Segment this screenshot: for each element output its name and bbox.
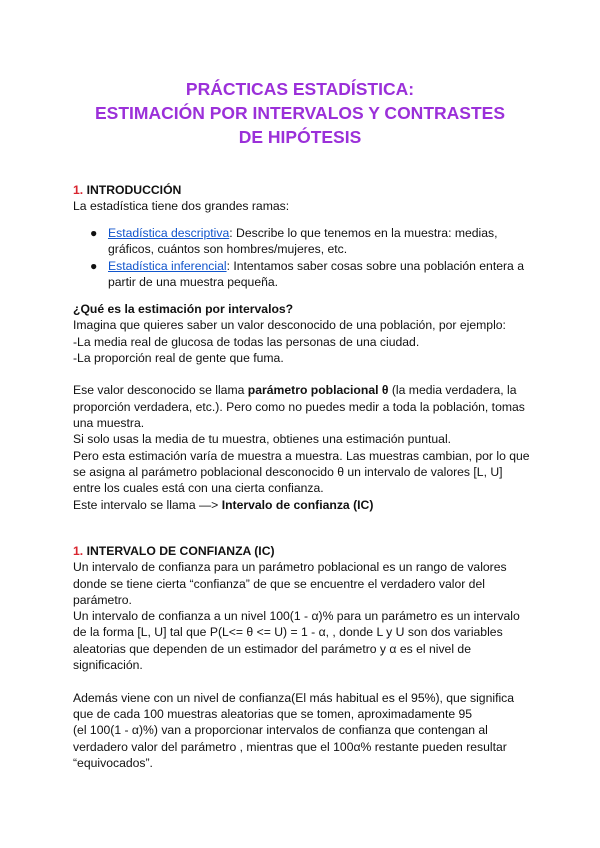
- paragraph-line: Este intervalo se llama —> Intervalo de confianza (IC): [73, 497, 374, 512]
- paragraph-line: -La proporción real de gente que fuma.: [73, 350, 284, 365]
- paragraph-line: Un intervalo de confianza para un parámetro poblacional es un rango de valores: [73, 560, 507, 575]
- paragraph-line: -La media real de glucosa de todas las personas de una ciudad.: [73, 334, 420, 349]
- paragraph-line: que de cada 100 muestras aleatorias que se tomen, aproximadamente 95: [73, 706, 473, 721]
- term-parametro-poblacional: parámetro poblacional θ: [247, 383, 389, 398]
- paragraph-line: “equivocados”.: [73, 755, 153, 770]
- paragraph-line: verdadero valor del parámetro , mientras que el 100α% restante pueden resultar: [73, 739, 507, 754]
- link-estadistica-descriptiva[interactable]: Estadística descriptiva: [108, 226, 230, 240]
- ci-section: [73, 543, 533, 771]
- paragraph-line: Pero esta estimación varía de muestra a muestra. Las muestras cambian, por lo que: [73, 448, 530, 463]
- section-title: INTERVALO DE CONFIANZA (IC): [86, 544, 275, 558]
- list-item-text: : Intentamos saber cosas sobre una población entera a: [226, 258, 524, 273]
- list-item-text: gráficos, cuántos son hombres/mujeres, etc.: [108, 242, 348, 257]
- paragraph-line: (el 100(1 - α)%) van a proporcionar intervalos de confianza que contengan al: [73, 723, 488, 738]
- paragraph-line: Además viene con un nivel de confianza(El más habitual es el 95%), que significa: [73, 690, 515, 705]
- bullet-icon: ●: [90, 226, 98, 240]
- intro-heading: [73, 182, 533, 198]
- paragraph-line: entre los cuales está con una cierta confianza.: [73, 481, 324, 496]
- paragraph-line: significación.: [73, 658, 143, 673]
- section-number: 1.: [73, 183, 84, 197]
- section-title: INTRODUCCIÓN: [86, 183, 182, 197]
- paragraph-line: se asigna al parámetro poblacional desconocido θ un intervalo de valores [L, U]: [73, 464, 503, 479]
- list-item-text: : Describe lo que tenemos en la muestra: medias,: [229, 226, 498, 240]
- title-line-3: DE HIPÓTESIS: [238, 127, 362, 147]
- paragraph-line: aleatorias que dependen de un estimador del parámetro y α es el nivel de: [73, 641, 471, 656]
- paragraph-line: Si solo usas la media de tu muestra, obtienes una estimación puntual.: [73, 432, 452, 447]
- title-line-2: ESTIMACIÓN POR INTERVALOS Y CONTRASTES: [94, 103, 505, 123]
- paragraph-line: parámetro.: [73, 592, 132, 607]
- link-estadistica-inferencial[interactable]: Estadística inferencial: [108, 258, 227, 273]
- intro-text: La estadística tiene dos grandes ramas:: [73, 199, 290, 214]
- paragraph-line: una muestra.: [73, 416, 145, 431]
- intro-section: [73, 182, 533, 215]
- paragraph-line: proporción verdadera, etc.). Pero como no puedes medir a toda la población, tomas: [73, 399, 525, 414]
- estimation-section: [73, 301, 533, 513]
- title-line-1: PRÁCTICAS ESTADÍSTICA:: [185, 79, 415, 99]
- paragraph-line: de la forma [L, U] tal que P(L<= θ <= U) = 1 - α, , donde L y U son dos variables: [73, 625, 503, 640]
- paragraph-line: Un intervalo de confianza a un nivel 100(1 - α)% para un parámetro es un intervalo: [73, 609, 520, 624]
- ci-heading: [73, 543, 533, 559]
- bullet-icon: ●: [90, 258, 98, 273]
- list-item-text: partir de una muestra pequeña.: [108, 274, 279, 289]
- estimation-question: ¿Qué es la estimación por intervalos?: [73, 302, 294, 316]
- paragraph-line: donde se tiene cierta “confianza” de que se encuentre el verdadero valor del: [73, 576, 485, 591]
- list-item: [90, 258, 530, 291]
- paragraph-line: Imagina que quieres saber un valor desconocido de una población, por ejemplo:: [73, 318, 506, 333]
- list-item: [90, 225, 530, 258]
- paragraph-line: Ese valor desconocido se llama parámetro poblacional θ (la media verdadera, la: [73, 383, 517, 398]
- term-intervalo-confianza: Intervalo de confianza (IC): [221, 497, 374, 512]
- branches-list: [90, 225, 530, 290]
- section-number: 1.: [73, 544, 84, 558]
